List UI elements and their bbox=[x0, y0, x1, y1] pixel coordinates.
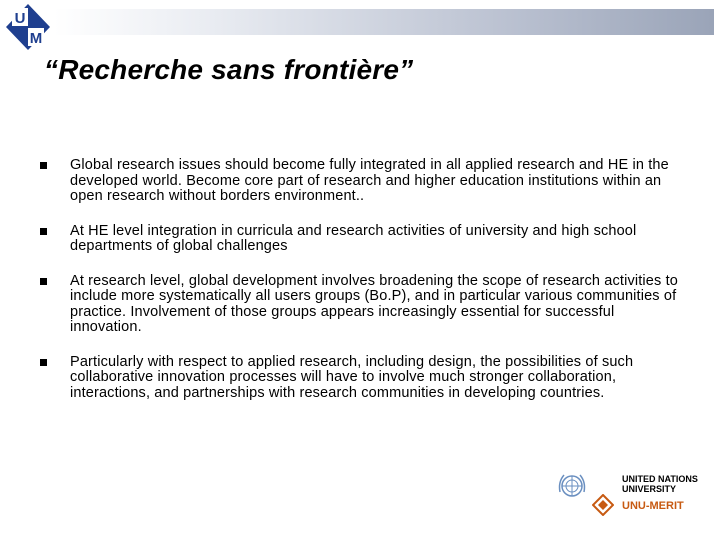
bullet-item bbox=[40, 158, 680, 205]
bullet-list bbox=[40, 158, 680, 401]
logo-letter-u: U bbox=[14, 10, 26, 27]
un-line-1: UNITED NATIONS bbox=[622, 474, 698, 484]
bullet-square-icon bbox=[40, 359, 47, 366]
un-line-2: UNIVERSITY bbox=[622, 484, 677, 494]
bullet-item bbox=[40, 355, 680, 402]
logo-letter-m: M bbox=[29, 30, 43, 47]
bullet-text: At HE level integration in curricula and research activities of university and high school departments of global challenges bbox=[70, 222, 637, 254]
um-logo bbox=[6, 4, 50, 50]
bullet-item bbox=[40, 274, 680, 336]
bullet-text: At research level, global development involves broadening the scope of research activities to include more systematically all users groups (Bo.P), and in particular various communities of practice. Involvement of those groups appears increasingly essential for successful innovation. bbox=[70, 272, 678, 335]
slide-title: “Recherche sans frontière” bbox=[44, 54, 414, 85]
header-gradient-bar bbox=[54, 9, 714, 35]
bullet-text: Global research issues should become fully integrated in all applied research and HE in the developed world. Become core part of research and higher education institutions within an open research without borders environment.. bbox=[70, 157, 669, 204]
un-university-label bbox=[622, 474, 698, 494]
un-emblem-icon bbox=[556, 470, 588, 502]
bullet-square-icon bbox=[40, 162, 47, 169]
unu-merit-logo-icon bbox=[592, 494, 614, 516]
unu-merit-label: UNU-MERIT bbox=[622, 500, 684, 512]
bullet-text: Particularly with respect to applied research, including design, the possibilities of such collaborative innovation processes will have to involve much stronger collaboration, interactions, and partnerships with research communities in developing countries. bbox=[70, 353, 634, 401]
bullet-item bbox=[40, 224, 680, 255]
bullet-square-icon bbox=[40, 228, 47, 235]
bullet-square-icon bbox=[40, 278, 47, 285]
